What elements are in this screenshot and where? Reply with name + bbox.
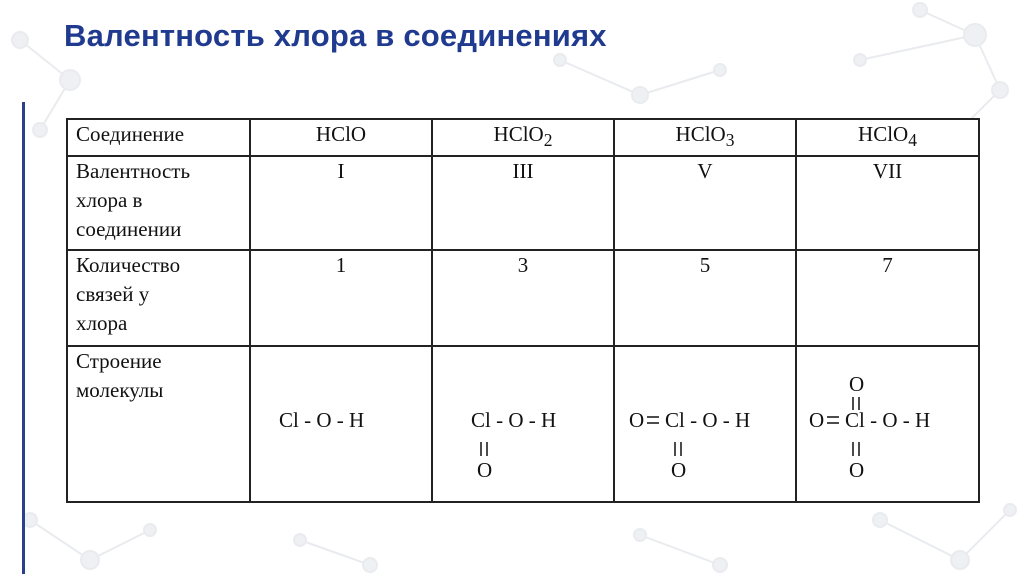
- bonds-value: 3: [432, 250, 614, 346]
- bonds-value: 7: [796, 250, 979, 346]
- structure-bottom-atom: O: [477, 458, 493, 483]
- compound-cell: [796, 119, 979, 156]
- valence-label: [67, 156, 250, 250]
- structure-main-text: Cl - O - H: [279, 408, 365, 433]
- valence-value: V: [614, 156, 796, 250]
- structure-main-text: Cl - O - H: [665, 408, 751, 433]
- structure-cell: [250, 346, 432, 502]
- left-accent-bar: [22, 102, 25, 574]
- valence-value: VII: [796, 156, 979, 250]
- compound-formula: HClO: [675, 122, 726, 146]
- structure-left-atom: O: [809, 408, 825, 433]
- header-label-compound: Соединение: [67, 119, 250, 156]
- structure-top-atom: O: [849, 372, 865, 397]
- structure-cell: [432, 346, 614, 502]
- bonds-label-line: связей у: [76, 282, 150, 307]
- structure-cell: [614, 346, 796, 502]
- compound-formula: HClO: [493, 122, 544, 146]
- compound-cell: [432, 119, 614, 156]
- compound-subscript: 4: [908, 130, 917, 151]
- page-title: Валентность хлора в соединениях: [64, 18, 607, 53]
- structure-label: [67, 346, 250, 502]
- table-row-structure: [67, 346, 979, 502]
- bonds-label: [67, 250, 250, 346]
- bonds-value: 5: [614, 250, 796, 346]
- structure-label-line: Строение: [76, 349, 162, 374]
- compound-subscript: 3: [725, 130, 735, 151]
- chlorine-valence-table: [66, 118, 980, 503]
- table-row-compounds: [67, 119, 979, 156]
- valence-value: I: [250, 156, 432, 250]
- compound-formula: HClO: [315, 122, 367, 146]
- bonds-label-line: хлора: [76, 311, 128, 336]
- valence-label-line: хлора в: [76, 188, 143, 213]
- bonds-label-line: Количество: [76, 253, 181, 278]
- structure-cell: [796, 346, 979, 502]
- bonds-value: 1: [250, 250, 432, 346]
- structure-main-text: Cl - O - H: [845, 408, 931, 433]
- compound-cell: [250, 119, 432, 156]
- valence-label-line: соединении: [76, 217, 182, 242]
- structure-label-line: молекулы: [76, 378, 164, 403]
- structure-hclo4: [797, 347, 979, 501]
- structure-main-text: Cl - O - H: [471, 408, 557, 433]
- structure-hclo2: [433, 347, 615, 501]
- valence-label-line: Валентность: [76, 159, 191, 184]
- compound-formula: HClO: [858, 122, 909, 146]
- compound-cell: [614, 119, 796, 156]
- table-row-valence: [67, 156, 979, 250]
- structure-hclo3: [615, 347, 797, 501]
- structure-left-atom: O: [629, 408, 645, 433]
- table-row-bonds: [67, 250, 979, 346]
- structure-hclo: [251, 347, 433, 501]
- structure-bottom-atom: O: [849, 458, 865, 483]
- compound-subscript: 2: [543, 130, 553, 151]
- structure-bottom-atom: O: [671, 458, 687, 483]
- valence-value: III: [432, 156, 614, 250]
